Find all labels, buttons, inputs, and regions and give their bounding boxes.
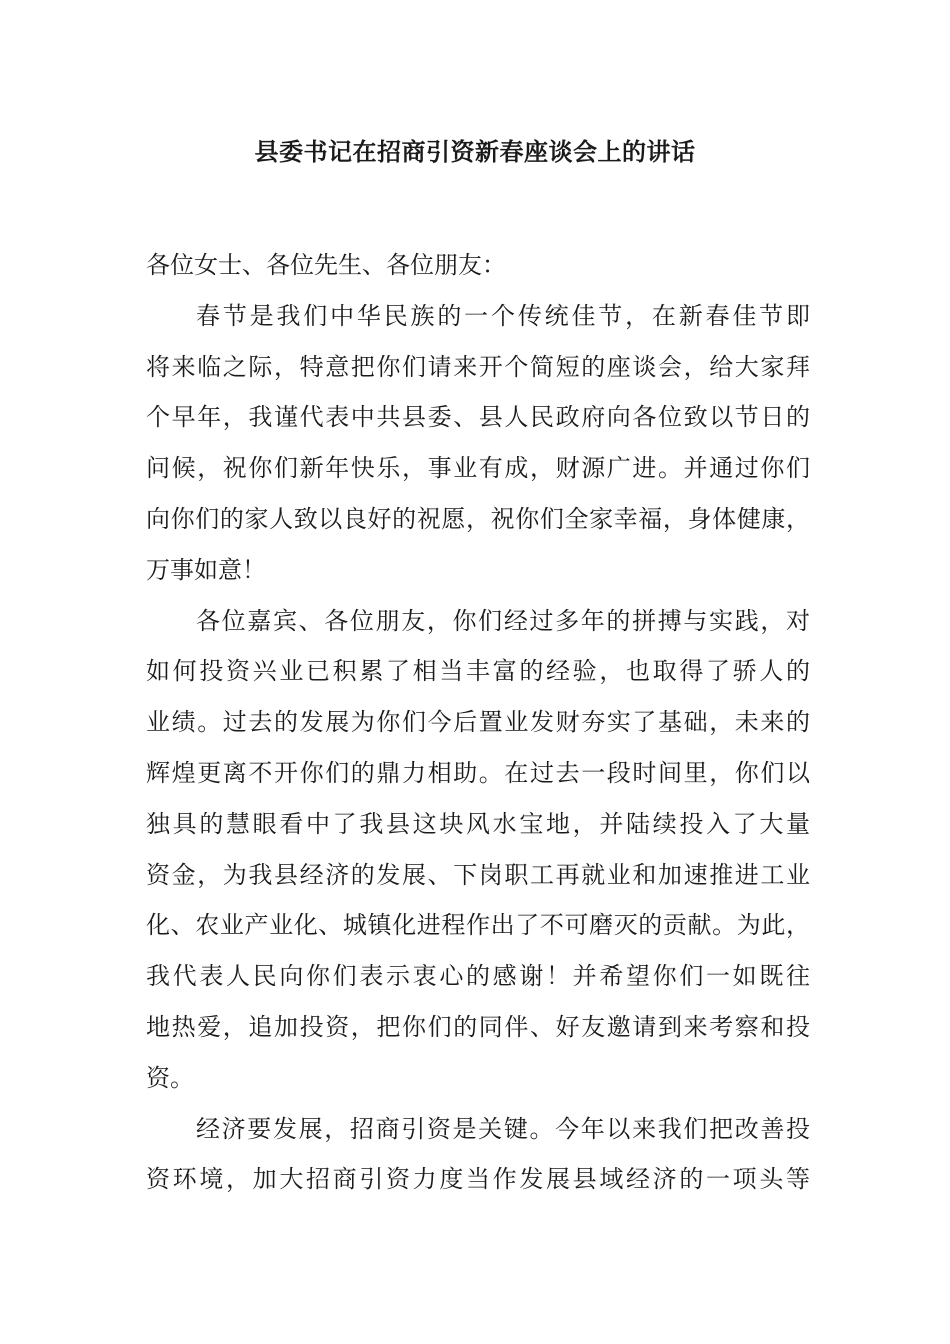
paragraph-line: 化、农业产业化、城镇化进程作出了不可磨灭的贡献。为此， [146,911,810,940]
document-title: 县委书记在招商引资新春座谈会上的讲话 [254,138,696,166]
paragraph-1 [146,291,810,596]
paragraph-line: 将来临之际，特意把你们请来开个简短的座谈会，给大家拜 [146,352,810,381]
paragraph-line: 向你们的家人致以良好的祝愿，祝你们全家幸福，身体健康， [146,504,810,533]
paragraph-line: 资金，为我县经济的发展、下岗职工再就业和加速推进工业 [146,860,810,889]
document-body [146,240,810,1205]
paragraph-line: 各位嘉宾、各位朋友，你们经过多年的拼搏与实践，对 [196,606,810,635]
paragraph-line: 问候，祝你们新年快乐，事业有成，财源广进。并通过你们 [146,454,810,483]
paragraph-line: 独具的慧眼看中了我县这块风水宝地，并陆续投入了大量 [146,809,810,838]
paragraph-line: 资。 [146,1063,194,1092]
paragraph-line: 春节是我们中华民族的一个传统佳节，在新春佳节即 [196,301,810,330]
salutation: 各位女士、各位先生、各位朋友： [146,251,506,279]
paragraph-line: 个早年，我谨代表中共县委、县人民政府向各位致以节日的 [146,403,810,432]
paragraph-line: 资环境，加大招商引资力度当作发展县域经济的一项头等 [146,1165,810,1194]
paragraph-line: 万事如意！ [146,555,266,584]
paragraph-line: 经济要发展，招商引资是关键。今年以来我们把改善投 [196,1114,810,1143]
paragraph-3 [146,1104,810,1206]
paragraph-line: 地热爱，追加投资，把你们的同伴、好友邀请到来考察和投 [146,1012,810,1041]
paragraph-line: 如何投资兴业已积累了相当丰富的经验，也取得了骄人的 [146,657,810,686]
paragraph-line: 辉煌更离不开你们的鼎力相助。在过去一段时间里，你们以 [146,758,810,787]
paragraph-2 [146,596,810,1104]
paragraph-line: 我代表人民向你们表示衷心的感谢！并希望你们一如既往 [146,962,810,991]
paragraph-line: 业绩。过去的发展为你们今后置业发财夯实了基础，未来的 [146,708,810,737]
